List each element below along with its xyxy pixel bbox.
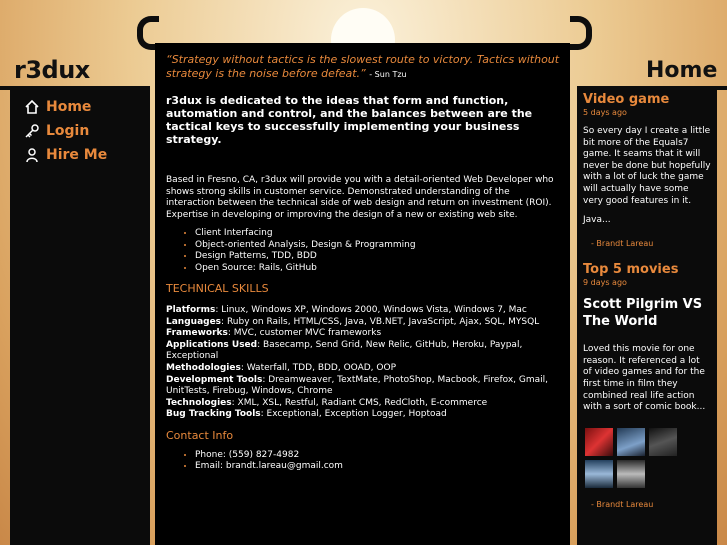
skill-row: Development Tools: Dreamweaver, TextMate, PhotoShop, Macbook, Firefox, Gmail, UnitTests, Firebug, Windows, Chrome xyxy=(166,374,549,397)
movie-thumbnails xyxy=(585,428,711,488)
intro-statement: r3dux is dedicated to the ideas that form and function, automation and control, and the balances between are the tactical keys to successfully implementing your business strategy. xyxy=(166,94,533,146)
post-more-link[interactable]: Java... xyxy=(583,215,611,226)
skill-row: Technologies: XML, XSL, Restful, Radiant CMS, RedCloth, E-commerce xyxy=(166,397,488,408)
nav-item-home[interactable] xyxy=(10,95,150,119)
about-paragraph: Based in Fresno, CA, r3dux will provide you with a detail-oriented Web Developer who shows strong skills in customer service. Demonstrated understanding of the interaction between the technical side of web design and return on investment (ROI). Expertise in developing or improving the design of a new or existing web site. xyxy=(166,175,554,220)
blog-post xyxy=(583,92,711,248)
list-item: • Design Patterns, TDD, BDD xyxy=(195,251,560,263)
nav-label: Home xyxy=(46,99,92,115)
list-item: • Client Interfacing xyxy=(195,228,560,240)
skill-row: Platforms: Linux, Windows XP, Windows 2000, Windows Vista, Windows 7, Mac xyxy=(166,305,527,315)
nav-item-login[interactable] xyxy=(10,119,150,143)
post-author: - Brandt Lareau xyxy=(591,499,654,509)
contact-heading: Contact Info xyxy=(166,428,234,442)
list-item: • Object-oriented Analysis, Design & Programming xyxy=(195,240,560,252)
contact-phone: • Phone: (559) 827-4982 xyxy=(195,450,560,462)
post-excerpt: So every day I create a little bit more of the Equals7 game. It seams that it will never be done but hopefully with a lot of luck the game will actually have some very good features in it. xyxy=(583,126,711,206)
skill-row: Methodologies: Waterfall, TDD, BDD, OOAD, OOP xyxy=(166,362,396,373)
quote-text: “Strategy without tactics is the slowest route to victory. Tactics without strategy is the noise before defeat.” xyxy=(166,53,560,80)
home-icon xyxy=(24,99,40,115)
skills-heading: TECHNICAL SKILLS xyxy=(166,282,269,295)
post-date: 9 days ago xyxy=(583,278,627,288)
movie-thumbnail[interactable] xyxy=(617,428,645,456)
site-logo[interactable]: r3dux xyxy=(14,56,90,84)
left-sidebar xyxy=(10,90,150,545)
skill-row: Applications Used: Basecamp, Send Grid, New Relic, GitHub, Heroku, Paypal, Exceptional xyxy=(166,339,523,362)
movie-thumbnail[interactable] xyxy=(617,460,645,488)
skill-row: Bug Tracking Tools: Exceptional, Exception Logger, Hoptoad xyxy=(166,409,447,420)
post-title-link[interactable]: Top 5 movies xyxy=(583,262,679,278)
movie-thumbnail[interactable] xyxy=(649,428,677,456)
right-sidebar xyxy=(577,90,717,545)
scroll-curl-right xyxy=(570,16,592,50)
key-icon xyxy=(24,123,40,139)
person-icon xyxy=(24,147,40,163)
contact-list xyxy=(195,450,560,473)
list-item: • Open Source: Rails, GitHub xyxy=(195,263,560,275)
main-nav xyxy=(10,95,150,167)
tagline-quote xyxy=(166,53,560,82)
movie-thumbnail[interactable] xyxy=(585,460,613,488)
movie-thumbnail[interactable] xyxy=(585,428,613,456)
blog-post xyxy=(583,262,711,509)
page-title: Home xyxy=(646,58,718,83)
skill-row: Languages: Ruby on Rails, HTML/CSS, Java, VB.NET, JavaScript, Ajax, SQL, MYSQL xyxy=(166,316,540,327)
skill-row: Frameworks: MVC, customer MVC frameworks xyxy=(166,328,382,339)
post-author: - Brandt Lareau xyxy=(591,239,654,249)
post-heading: Scott Pilgrim VS The World xyxy=(583,297,703,330)
services-list xyxy=(195,228,560,274)
post-excerpt: Loved this movie for one reason. It referenced a lot of video games and for the first time in film they combined real life action with a sort of comic book... xyxy=(583,344,706,413)
post-title-link[interactable]: Video game xyxy=(583,92,670,107)
skills-list xyxy=(166,305,560,421)
main-content xyxy=(155,43,570,545)
nav-label: Login xyxy=(46,123,90,139)
nav-label: Hire Me xyxy=(46,147,108,163)
contact-email[interactable]: • Email: brandt.lareau@gmail.com xyxy=(195,461,560,473)
quote-author: - Sun Tzu xyxy=(369,70,407,79)
nav-item-hire-me[interactable] xyxy=(10,143,150,167)
post-date: 5 days ago xyxy=(583,108,627,117)
